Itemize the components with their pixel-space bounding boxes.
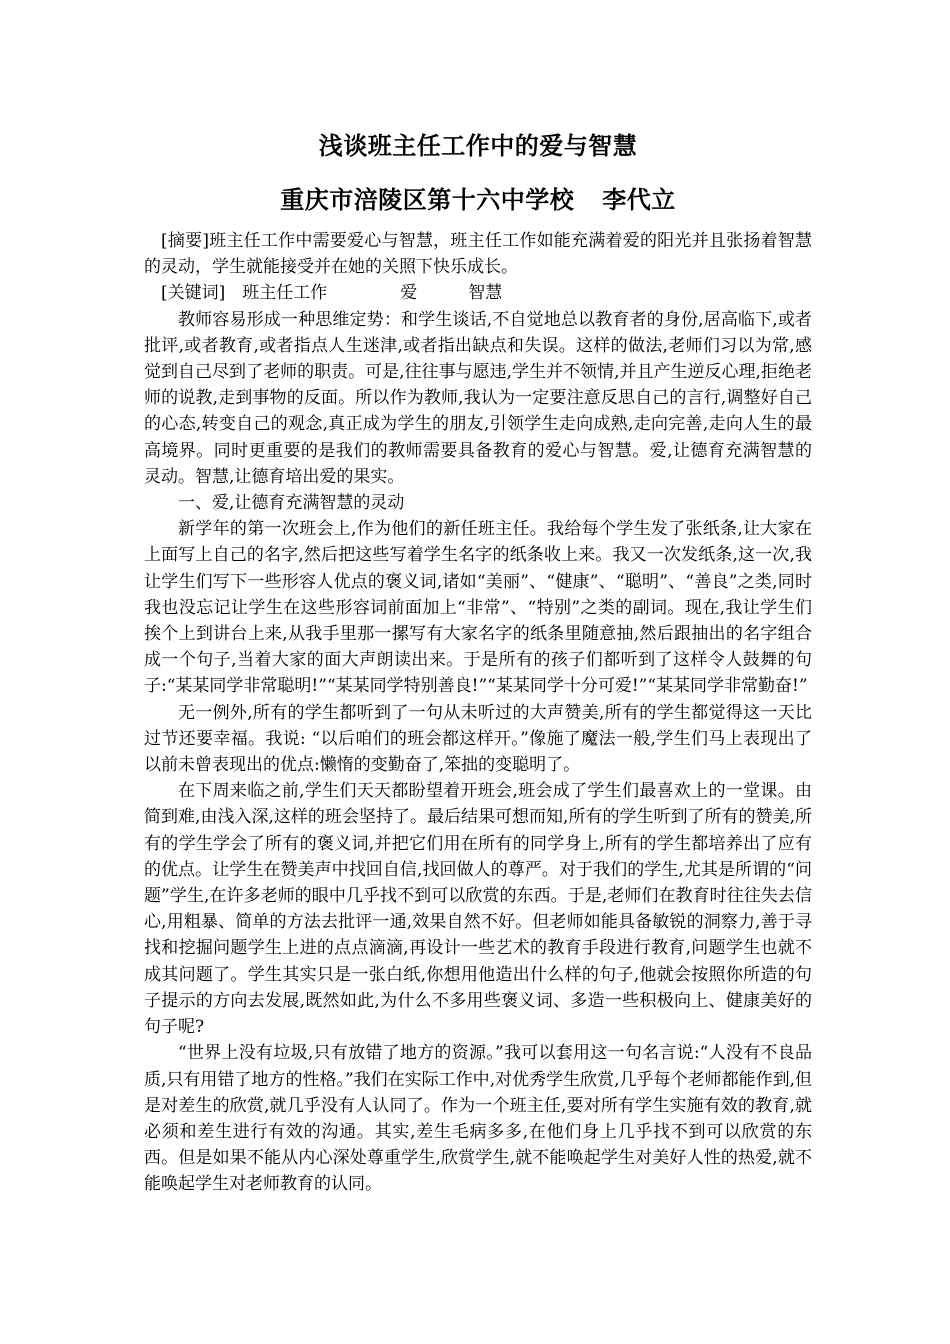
keyword: 智慧 [468, 283, 503, 304]
keyword: 爱 [400, 283, 418, 304]
body-paragraph: “世界上没有垃圾,只有放错了地方的资源。”我可以套用这一句名言说:“人没有不良品质,只有用错了地方的性格。”我们在实际工作中,对优秀学生欣赏,几乎每个老师都能作到,但是对差生的欣赏,就几乎没有人认同了。作为一个班主任,要对所有学生实施有效的教育,就必须和差生进行有效的沟通。其实,差生毛病多多,在他们身上几乎找不到可以欣赏的东西。但是如果不能从内心深处尊重学生,欣赏学生,就不能唤起学生对美好人性的热爱,就不能唤起学生对老师教育的认同。 [144, 1043, 812, 1195]
abstract [144, 228, 812, 280]
author-name: 李代立 [602, 186, 676, 214]
abstract-label: [摘要] [161, 231, 209, 251]
author-line [144, 184, 812, 216]
body-paragraph: 在下周来临之前,学生们天天都盼望着开班会,班会成了学生们最喜欢上的一堂课。由简到难,由浅入深,这样的班会坚持了。最后结果可想而知,所有的学生听到了所有的赞美,所有的学生学会了所有的褒义词,并把它们用在所有的同学身上,所有的学生都培养出了应有的优点。让学生在赞美声中找回自信,找回做人的尊严。对于我们的学生,尤其是所谓的“问题”学生,在许多老师的眼中几乎找不到可以欣赏的东西。于是,老师们在教育时往往失去信心,用粗暴、简单的方法去批评一通,效果自然不好。但老师如能具备敏锐的洞察力,善于寻找和挖掘问题学生上进的点点滴滴,再设计一些艺术的教育手段进行教育,问题学生也就不成其问题了。学生其实只是一张白纸,你想用他造出什么样的句子,他就会按照你所造的句子提示的方向去发展,既然如此,为什么不多用些褒义词、多造一些积极向上、健康美好的句子呢? [144, 781, 812, 1038]
document-title: 浅谈班主任工作中的爱与智慧 [318, 132, 638, 160]
body-paragraph: 新学年的第一次班会上,作为他们的新任班主任。我给每个学生发了张纸条,让大家在上面写上自己的名字,然后把这些写着学生名字的纸条收上来。我又一次发纸条,这一次,我让学生们写下一些形容人优点的褒义词,诸如“美丽”、“健康”、“聪明”、“善良”之类,同时我也没忘记让学生在这些形容词前面加上“非常”、“特别”之类的副词。现在,我让学生们挨个上到讲台上来,从我手里那一摞写有大家名字的纸条里随意抽,然后跟抽出的名字组合成一个句子,当着大家的面大声朗读出来。于是所有的孩子们都听到了这样令人鼓舞的句子:“某某同学非常聪明!”“某某同学特别善良!”“某某同学十分可爱!”“某某同学非常勤奋!” [144, 519, 812, 697]
section-heading: 一、爱,让德育充满智慧的灵动 [178, 493, 405, 514]
keywords-label: [关键词] [161, 283, 226, 304]
body-paragraph: 无一例外,所有的学生都听到了一句从未听过的大声赞美,所有的学生都觉得这一天比过节还要幸福。我说: “以后咱们的班会都这样开。”像施了魔法一般,学生们马上表现出了以前未曾表现出的优点:懒惰的变勤奋了,笨拙的变聪明了。 [144, 702, 812, 776]
abstract-text: 班主任工作中需要爱心与智慧，班主任工作如能充满着爱的阳光并且张扬着智慧的灵动，学生就能接受并在她的关照下快乐成长。 [144, 231, 813, 278]
keyword: 班主任工作 [242, 283, 328, 304]
body-paragraph: 教师容易形成一种思维定势：和学生谈话,不自觉地总以教育者的身份,居高临下,或者批评,或者教育,或者指点人生迷津,或者指出缺点和失误。这样的做法,老师们习以为常,感觉到自己尽到了老师的职责。可是,往往事与愿违,学生并不领情,并且产生逆反心理,拒绝老师的说教,走到事物的反面。所以作为教师,我认为一定要注意反思自己的言行,调整好自己的心态,转变自己的观念,真正成为学生的朋友,引领学生走向成熟,走向完善,走向人生的最高境界。同时更重要的是我们的教师需要具备教育的爱心与智慧。爱,让德育充满智慧的灵动。智慧,让德育培出爱的果实。 [144, 309, 812, 487]
school-name: 重庆市涪陵区第十六中学校 [280, 186, 575, 214]
keywords [144, 280, 812, 306]
document-page [144, 130, 812, 1198]
